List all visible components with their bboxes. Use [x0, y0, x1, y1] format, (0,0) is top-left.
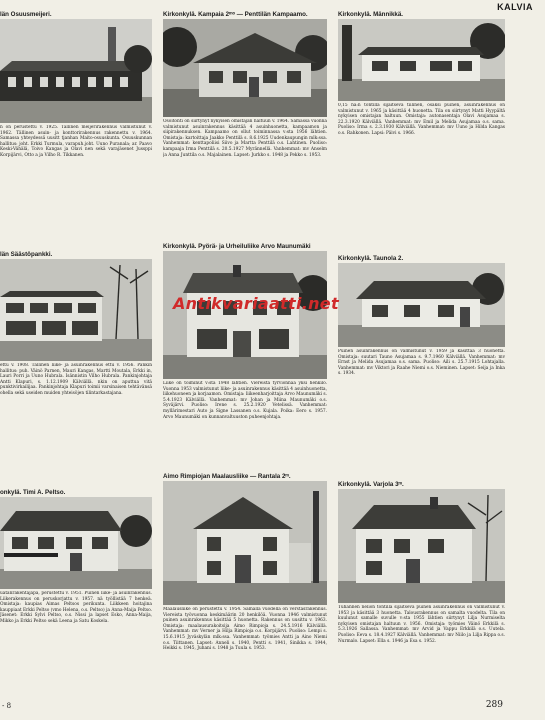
entry-1: [163, 10, 327, 219]
entry-2: [338, 10, 505, 185]
entry-caption: Kirkonkylä. Männikkä.: [338, 11, 403, 18]
entry-caption: Kirkonkylä. Taunola 2.: [338, 255, 404, 262]
entry-text: Puinen asuinrakennus on valmistunut v. 1959 ja käsittää 3 huonetta. Omistaja: suutari Tauno Asujamaa s. 9.7.1960 Kälviällä. Vanhemmat: mv Ernst ja Melida Asujamaa o.s. sama. Puoliso: Aili s. 25.7.1915 Lohtajalla. Vanhemmat: mv Viktori ja Raahe Niemi o.s. Nieminen. Lapset: Seija ja Inka s. 1934.: [338, 349, 505, 377]
entry-text: Maalausliike on perustettu v. 1954. Samalla vuodella on verstasrakennus. Viereista työvuonna keskimäärin 20 henkilöä. Vuonna 1946 valmistunut puinen asuinrakennus käsittää 5 huonetta. Rakennus on uusittu v. 1963. Omistaja: maalausurakoitsija Aimo Rimpioja s. 24.5.1916 Kälviällä. Vanhemmat: mv Verner ja Hilja Rimpioja o.s. Korpijärvi. Puoliso: Lempi s. 15.6.1915 Jyväskylän mlk:ssa. Vanhemmat: työmies Antti ja Aino Niemi o.s. Tiittanen. Lapset: Anneli s. 1940, Pentti s. 1941, Sinikka s. 1944, Heikki s. 1945, Juhani s. 1948 ja Tuula s. 1953.: [163, 607, 327, 652]
entry-text: 0,15 ha:n tontilla sijaitseva tiilinen, osaksi puinen, asuinrakennus on valmistunut v. 1965 ja käsittää 4 huonetta. Tila on siirtynyt Matti Hyypältä nykyisen omistajan haltuun. Omistaja: autonasentaja Olavi Asujamaa s. 22.3.1920 Kälviällä. Vanhemmat: mv Emil ja Melida Asujamaa o.s. sama. Puoliso: Irma s. 2.3.1930 Kälviällä. Vanhemmat: mv Uuno ja Hilda Kangas o.s. Rahkonen. Lapsi: Päivi s. 1966.: [338, 103, 505, 136]
entry-caption: län Säästöpankki.: [0, 251, 53, 258]
entry-text: ettu v. 1908. Tällinen liike- ja asuinrakennus ettu v. 1956. Pankin hallitus: puh. Väinö Parnen, Mauri Kangas, Martti Moutala, Erkki in, Lauri Porri ja Uuno Hubrala. Isännistin Vilho Hubrala. Pankinjohtaja Antti Klapuri, s. 1.12.1909 Kälviällä. nkin on aputtua vitä punktivirkailijaa. Pankinjohtaja Klapuri toimii varsinaisen tehtävänsä ohella sekä useiden muiden yhteisöjen tilintarkastajana.: [0, 363, 152, 396]
running-header: KALVIA: [497, 2, 533, 12]
entry-photo-bank: [0, 259, 152, 361]
entry-photo-mannikka: [338, 19, 505, 101]
entry-text: n on perustettu v. 1925. Tällinen meijerirakennus valmistunut v. 1962. Tällinen asuin- ja konttorirakennus rakennettu v. 1964. Samassa yhteydessä uusitt tjanhan Maito-osuuskunta. Osuuskunnan hallitus: joht. Erkki Turmula, varapuh.joht. Uuno Puranala; ar. Paavo Keski-Vähälä, Toivo Kangas ja Olavi nen sekä varajäsenet Jussppi Korpijärvi, Otto a ja Vilho R. Tikkanen.: [0, 125, 152, 158]
entry-text: Liike on toiminut v:sta 1948 lähtien. Viereista tyrvionnaa yksi henkilö. Vuonna 1953 valmistunut liike- ja asuinrakennus käsittää 4 asuinhuonetta, liikehuoneen ja korjaamon. Omistaja: liikeenharjoittaja Arvo Maunumäki s. 5.4.1923 Kälviällä. Vanhemmat: mv Johan ja Miina Maunumäki o.s. Syväjärvi. Puoliso: Irene s. 25.2.1920 Vetelissä. Vanhemmat: myllärimestari Auto ja Signe Lassanen o.s. Kujala. Poika: Eero s. 1957. Arvo Maunumäki on kunnanvaltuuston puheenjohtaja.: [163, 381, 327, 420]
entry-3: [0, 250, 152, 473]
entry-caption: Kirkonkylä. Kampaia 2ᵐᵒ — Penttilän Kampaamo.: [163, 11, 308, 18]
entry-photo-varjola: [338, 489, 505, 603]
entry-photo-peltso: [0, 497, 152, 589]
entry-photo-dairy: [0, 19, 152, 123]
entry-8: [338, 480, 505, 697]
entry-text: Tuhannen neliön tontilla sijaitseva puinen asuinrakennus on valmistunut v. 1953 ja käsittää 3 huonetta. Talousrakennus on samalta vuodelta. Tila on kuulunut samalle suvulle v:sta 1955 lähtien siirtynyt Lilja Nurmiselta nykyisen omistajan haltuun v. 1956. Omistaja: työmies Väinö Erkkilä s. 5.3.1926 Sallassa. Vanhemmat: mv Arvid ja Vappu Erkkilä o.s. Uutela. Puoliso: Eeva s. 18.4.1927 Kälviällä. Vanhemmat: mv Niilo ja Lilja Rippa o.s. Nurmalo. Lapset: Ella s. 1946 ja Esa s. 1952.: [338, 605, 505, 644]
entry-6: [0, 488, 152, 699]
entry-5: [338, 254, 505, 431]
entry-text: uatanrakentajapa, perustettu v. 1951. Puinen liike- ja asuinrakennus. Liikerakennus on peruskorjattu v. 1957. nä työllistää 7 henkeä. Omistaja: kaupias Aimas Peltsos perikunta. Liikkeen hoitajina kauppiaat Erkki Peltso (vmo Helena, o.s. Peltso) ja Anna-Maija Peltso. Jäsenet: Erkki Sylvi Peltso, o.s. Nissi ja lapset Esko, Anna-Maija, Mikko ja Erkki Peltso sekä Leena ja Satu Koskela.: [0, 591, 152, 624]
entry-photo-salon: [163, 19, 327, 117]
entry-0: [0, 10, 152, 207]
entry-caption: Aimo Rimpiojan Maalausliike — Rantala 2ᵐ.: [163, 473, 291, 480]
entry-caption: Kirkonkylä. Varjola 3ᵐ.: [338, 481, 404, 488]
entry-caption: onkylä. Timi A. Peltso.: [0, 489, 66, 496]
entry-photo-taunola: [338, 263, 505, 347]
watermark-text: Antikvariaatti.net: [173, 294, 339, 313]
entry-photo-bike-shop: [163, 251, 327, 379]
page-number: 289: [485, 700, 503, 710]
left-page-fragment: - 8: [2, 702, 12, 710]
entry-7: [163, 472, 327, 697]
entry-caption: Kirkonkylä. Pyörä- ja Urheiluliike Arvo Maunumäki: [163, 243, 311, 250]
entry-caption: län Osuusmeijeri.: [0, 11, 52, 18]
entry-photo-rantala: [163, 481, 327, 605]
entry-4: [163, 242, 327, 467]
entry-text: Osoitonti on siirtynyt nykyisen omistajan haltuun v. 1964. Samassa vuonna valmistunut asuinrakennus käsittää 4 asuinhuonetta, kampaamon ja siipirakennuksen. Kampaamo on ollut toiminnassa v:sta 1956 lähtien. Omistaja: kartoittaja Jaakko Penttilä s. 8.6.1925 Uudenkaupungin mlk:ssa. Vanhemmat: kenttapoliisi Siivo ja Martta Penttilä o.s. Lahtinen. Puoliso: kampaaja Irma Penttilä s. 20.5.1927 Myrännellä. Vanhemmat: mv Anselm ja Anna Junttila o.s. Majalainen. Lapset: Jurkko s. 1948 ja Pekko s. 1953.: [163, 119, 327, 158]
